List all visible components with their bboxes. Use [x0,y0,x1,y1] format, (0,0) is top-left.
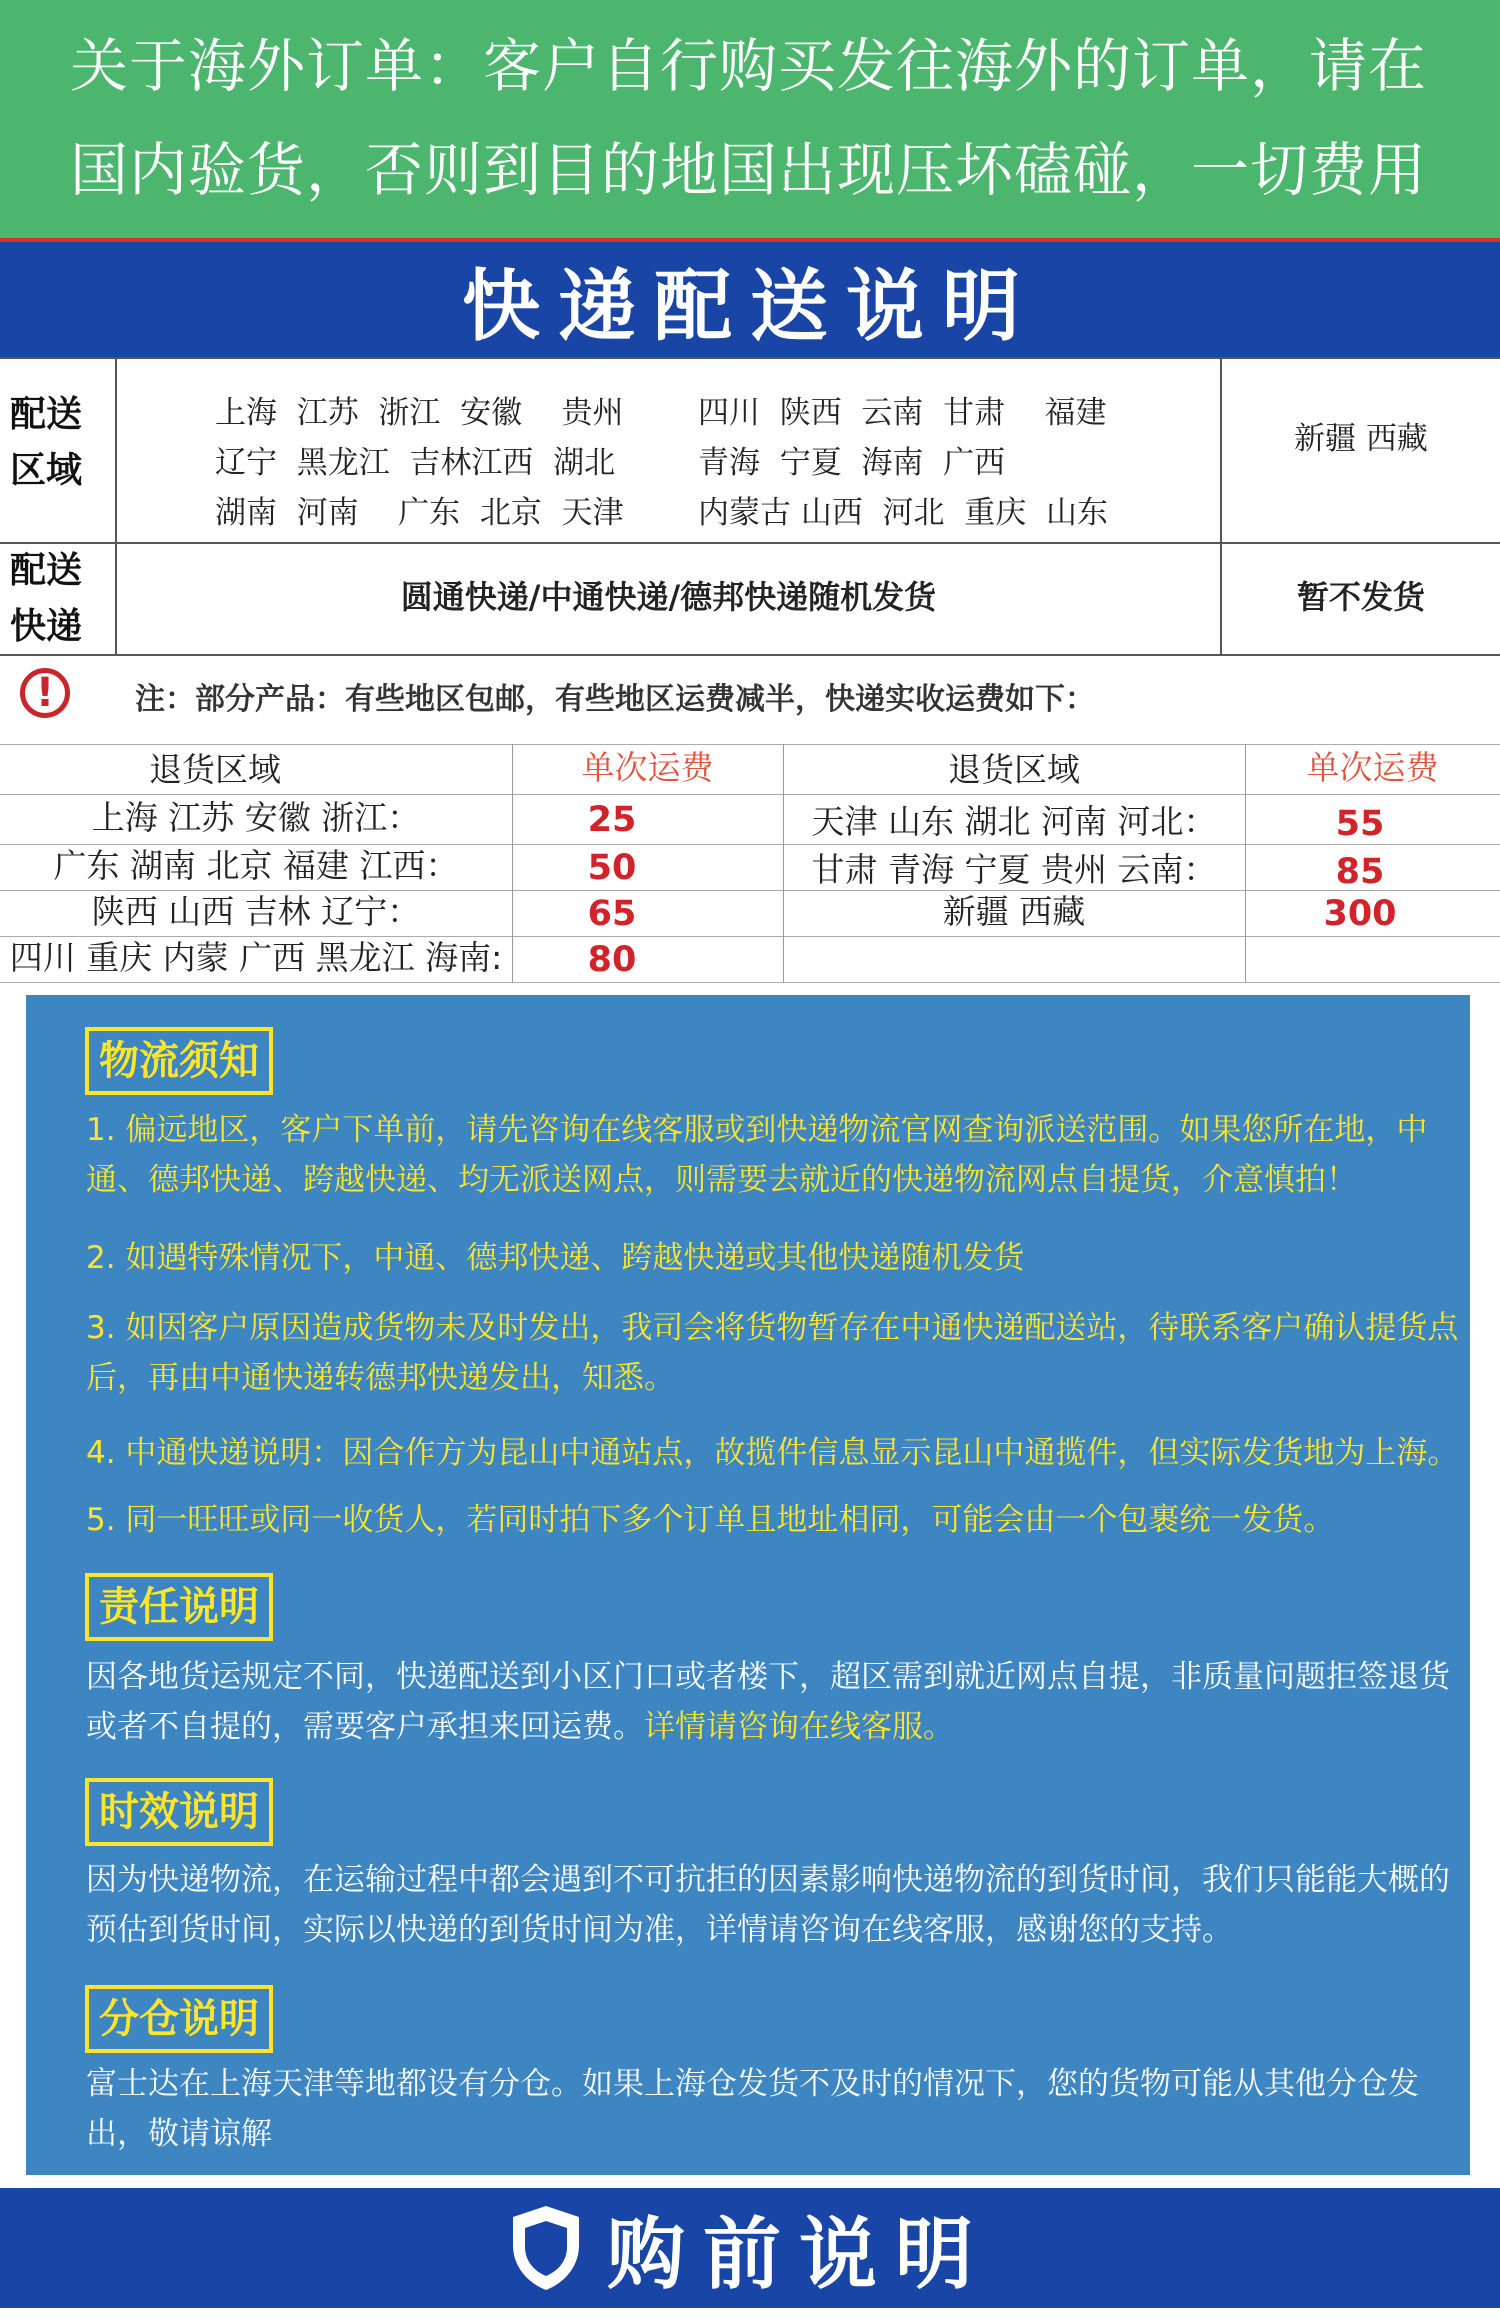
logistics-item: 2. 如遇特殊情况下，中通、德邦快递、跨越快递或其他快递随机发货 [86,1240,1025,1276]
fee-region-cell: 广东 湖南 北京 福建 江西： [53,846,459,885]
logistics-title: 物流须知 [85,1027,273,1095]
logistics-item: 4. 中通快递说明：因合作方为昆山中通站点，故揽件信息显示昆山中通揽件，但实际发货地为上海。 [86,1435,1459,1471]
region-group3: 新疆 西藏 [1294,421,1428,457]
region-group2-line: 青海 宁夏 海南 广西 [698,445,1006,481]
logistics-item: 5. 同一旺旺或同一收货人，若同时拍下多个订单且地址相同，可能会由一个包裹统一发货。 [86,1502,1335,1538]
prepurchase-bar [0,2188,1500,2308]
table-line [0,794,1500,795]
area-label-line2: 区域 [10,450,83,491]
shipping-note: 注：部分产品：有些地区包邮，有些地区运费减半，快递实收运费如下： [135,682,1095,717]
fee-value-cell: 55 [1335,804,1385,844]
table-line [0,982,1500,983]
express-label-line2: 快递 [10,606,83,647]
info-panel [26,995,1470,2175]
liability-highlight: 详情请咨询在线客服。 [644,1709,954,1745]
grid-line [0,654,1500,656]
fee-region-cell: 甘肃 青海 宁夏 贵州 云南： [811,850,1217,889]
fee-header-fee: 单次运费 [1306,748,1439,787]
fee-region-cell: 四川 重庆 内蒙 广西 黑龙江 海南: [9,938,503,977]
fee-region-cell: 新疆 西藏 [942,892,1086,931]
logistics-item: 1. 偏远地区，客户下单前，请先咨询在线客服或到快递物流官网查询派送范围。如果您所在地，中通、德邦快递、跨越快递、均无派送网点，则需要去就近的快递物流网点自提货，介意慎拍！ [86,1112,1428,1198]
fee-region-cell: 陕西 山西 吉林 辽宁： [91,892,421,931]
table-line [0,744,1500,745]
express-main-text: 圆通快递/中通快递/德邦快递随机发货 [400,578,937,616]
fee-value-cell: 50 [587,848,637,888]
region-group1-line: 辽宁 黑龙江 吉林江西 湖北 [215,445,616,481]
alert-icon: ! [20,668,70,718]
fee-region-cell: 天津 山东 湖北 河南 河北： [811,802,1217,841]
timeliness-text: 因为快递物流，在运输过程中都会遇到不可抗拒的因素影响快递物流的到货时间，我们只能能大概的预估到货时间，实际以快递的到货时间为准，详情请咨询在线客服，感谢您的支持。 [86,1862,1450,1948]
fee-header-region: 退货区域 [948,750,1080,789]
delivery-grid [0,357,1500,662]
area-label [10,387,110,499]
express-none-text: 暂不发货 [1296,578,1425,616]
liability-title: 责任说明 [85,1573,273,1641]
fee-header-region: 退货区域 [149,750,281,789]
fee-value-cell: 85 [1335,852,1385,892]
express-label [10,543,110,655]
fee-value-cell: 80 [587,940,637,980]
region-group1-line: 湖南 河南 广东 北京 天津 [215,495,624,531]
fee-value-cell: 25 [587,800,637,840]
logistics-item: 3. 如因客户原因造成货物未及时发出，我司会将货物暂存在中通快递配送站，待联系客户确认提货点后，再由中通快递转德邦快递发出，知悉。 [86,1310,1459,1396]
liability-body: 因各地货运规定不同，快递配送到小区门口或者楼下，超区需到就近网点自提，非质量问题拒签退货或者不自提的，需要客户承担来回运费。 [86,1659,1450,1745]
fee-table [0,744,1500,984]
fee-header-fee: 单次运费 [581,748,714,787]
express-title-bar [0,242,1500,357]
grid-line [0,357,1500,359]
region-group1-line: 上海 江苏 浙江 安徽 贵州 [215,395,624,431]
warehouse-text: 富士达在上海天津等地都设有分仓。如果上海仓发货不及时的情况下，您的货物可能从其他分仓发出，敬请谅解 [86,2066,1419,2152]
fee-value-cell: 300 [1323,894,1397,934]
grid-line [0,542,1500,544]
overseas-notice-banner [0,0,1500,238]
prepurchase-title: 购前说明 [606,2210,991,2300]
overseas-notice-text: 关于海外订单：客户自行购买发往海外的订单，请在国内验货，否则到目的地国出现压坏磕碰，一切费用 [70,32,1428,204]
region-group2-line: 四川 陕西 云南 甘肃 福建 [698,395,1107,431]
fee-value-cell: 65 [587,894,637,934]
area-label-line1: 配送 [10,394,83,435]
express-title: 快递配送说明 [461,261,1038,352]
region-group2-line: 内蒙古 山西 河北 重庆 山东 [698,495,1108,531]
fee-region-cell: 上海 江苏 安徽 浙江： [91,798,421,837]
express-label-line1: 配送 [10,550,83,591]
timeliness-title: 时效说明 [85,1778,273,1846]
shield-icon [509,2203,583,2293]
warehouse-title: 分仓说明 [85,1985,273,2053]
liability-text [86,1652,1476,1752]
